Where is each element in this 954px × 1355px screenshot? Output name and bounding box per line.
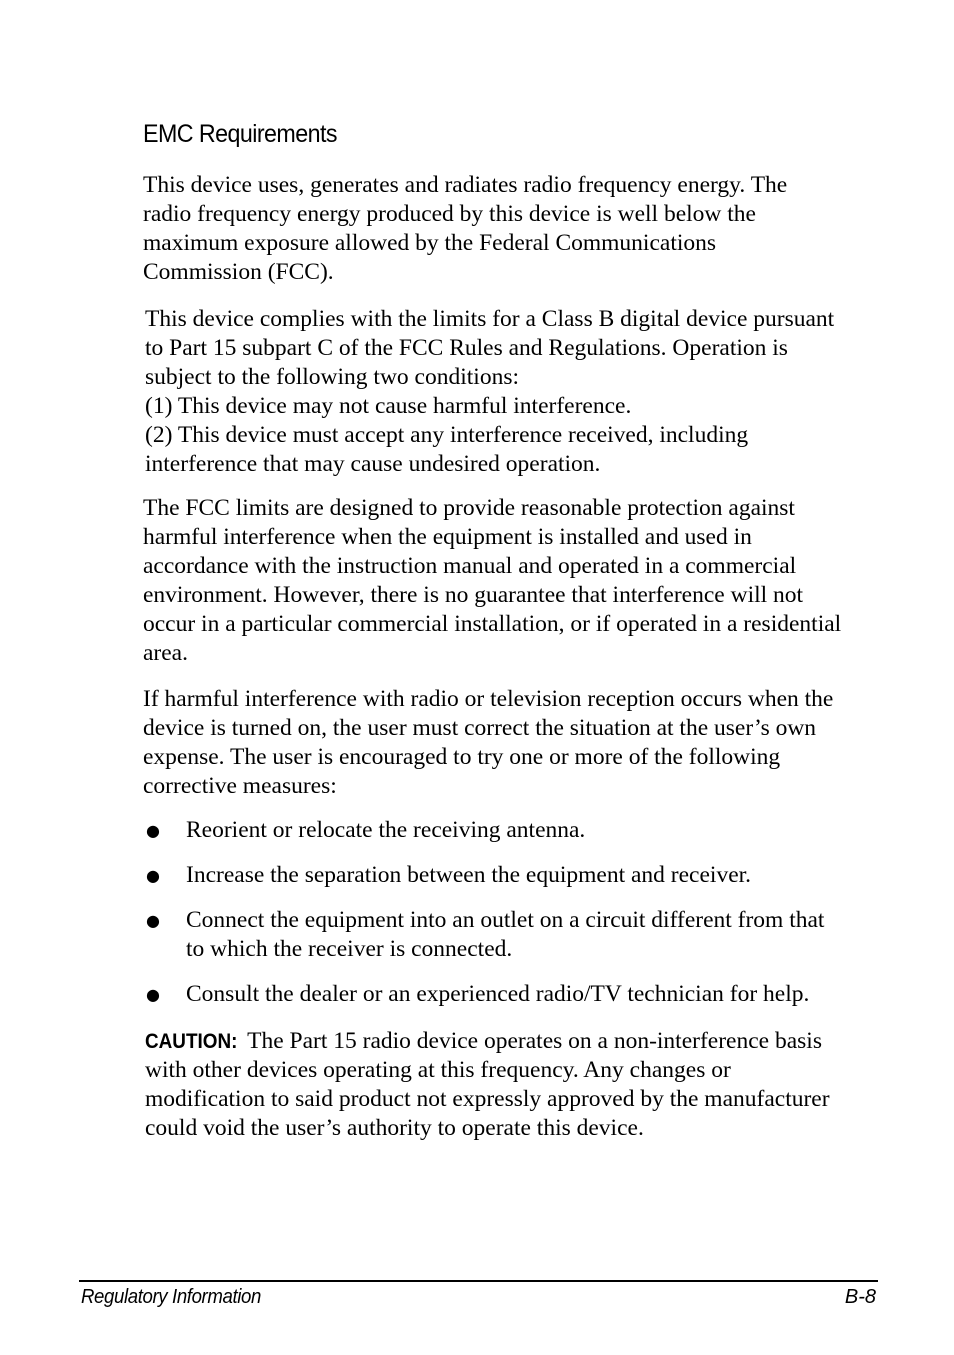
text-line: area. [143, 640, 188, 666]
paragraph-class-b-compliance [145, 305, 885, 479]
text-line: The FCC limits are designed to provide reasonable protection against [143, 495, 795, 521]
text-line: corrective measures: [143, 773, 337, 799]
text-line: Consult the dealer or an experienced radio/TV technician for help. [186, 981, 810, 1007]
text-line: expense. The user is encouraged to try one or more of the following [143, 744, 781, 770]
text-line: harmful interference when the equipment is installed and used in [143, 524, 752, 550]
text-line: interference that may cause undesired operation. [145, 451, 601, 477]
caution-label: CAUTION: [145, 1030, 238, 1053]
text-line: Reorient or relocate the receiving antenna. [186, 817, 586, 843]
list-item [143, 861, 883, 890]
text-line: subject to the following two conditions: [145, 364, 520, 390]
caution-note [145, 1027, 885, 1143]
text-line: (2) This device must accept any interference received, including [145, 422, 749, 448]
text-line: (1) This device may not cause harmful interference. [145, 393, 632, 419]
paragraph-fcc-limits [143, 494, 883, 668]
paragraph-rf-energy [143, 171, 883, 287]
list-item [143, 906, 883, 964]
text-line: environment. However, there is no guarantee that interference will not [143, 582, 804, 608]
text-line: This device uses, generates and radiates radio frequency energy. The [143, 172, 788, 198]
paragraph-harmful-interference [143, 685, 883, 801]
bullet-icon: ● [146, 911, 160, 930]
text-line: Commission (FCC). [143, 259, 334, 285]
corrective-measures-list [143, 816, 883, 1025]
page-number: B-8 [844, 1286, 876, 1308]
text-line: to Part 15 subpart C of the FCC Rules and Regulations. Operation is [145, 335, 788, 361]
footer-section-title: Regulatory Information [81, 1286, 261, 1308]
text-line: could void the user’s authority to operate this device. [145, 1115, 644, 1141]
text-line: This device complies with the limits for a Class B digital device pursuant [145, 306, 835, 332]
caution-text: The Part 15 radio device operates on a non-interference basis [241, 1028, 822, 1054]
text-line: device is turned on, the user must correct the situation at the user’s own [143, 715, 817, 741]
text-line: accordance with the instruction manual and operated in a commercial [143, 553, 797, 579]
text-line [145, 1027, 885, 1056]
text-line: radio frequency energy produced by this device is well below the [143, 201, 756, 227]
section-heading: EMC Requirements [143, 120, 337, 148]
bullet-icon: ● [146, 821, 160, 840]
bullet-icon: ● [146, 985, 160, 1004]
text-line: occur in a particular commercial installation, or if operated in a residential [143, 611, 842, 637]
text-line: If harmful interference with radio or television reception occurs when the [143, 686, 834, 712]
list-item [143, 816, 883, 845]
text-line: maximum exposure allowed by the Federal Communications [143, 230, 717, 256]
footer-divider [79, 1280, 878, 1282]
bullet-icon: ● [146, 866, 160, 885]
list-item [143, 980, 883, 1009]
text-line: modification to said product not expressly approved by the manufacturer [145, 1086, 830, 1112]
text-line: with other devices operating at this frequency. Any changes or [145, 1057, 731, 1083]
text-line: Increase the separation between the equipment and receiver. [186, 862, 752, 888]
text-line: Connect the equipment into an outlet on a circuit different from that [186, 907, 825, 933]
text-line: to which the receiver is connected. [186, 936, 513, 962]
